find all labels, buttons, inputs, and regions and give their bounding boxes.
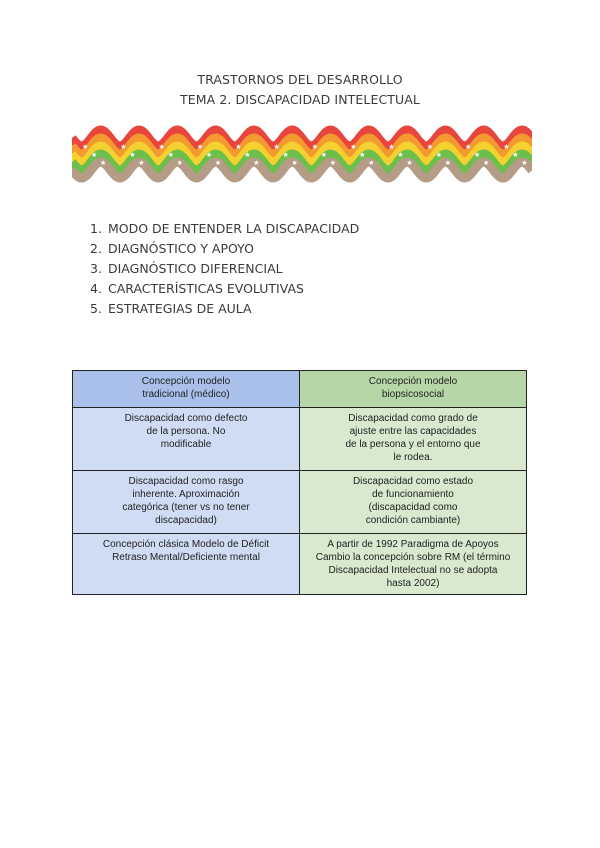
table-cell-biopsychosocial: Discapacidad como grado de ajuste entre las capacidades de la persona y el entorno que le rodea. (300, 408, 527, 471)
document-title: TRASTORNOS DEL DESARROLLO (197, 72, 403, 87)
star-icon: ★ (214, 159, 222, 168)
star-icon: ★ (311, 143, 319, 151)
star-icon: ★ (512, 151, 519, 160)
star-icon: ★ (426, 143, 433, 151)
star-icon: ★ (329, 159, 337, 168)
table-cell-traditional: Discapacidad como rasgo inherente. Aproximación categórica (tener vs no tener discapacidad) (73, 471, 300, 534)
star-icon: ★ (503, 143, 510, 151)
list-item-number: 2. (90, 241, 102, 256)
star-icon: ★ (282, 151, 289, 160)
star-icon: ★ (435, 151, 442, 160)
star-icon: ★ (474, 151, 481, 160)
star-icon: ★ (91, 151, 98, 160)
list-item (90, 239, 359, 259)
list-item-number: 4. (90, 281, 102, 296)
list-item-label: DIAGNÓSTICO DIFERENCIAL (108, 261, 283, 276)
list-item (90, 259, 359, 279)
table-cell-traditional: Concepción clásica Modelo de Déficit Retraso Mental/Deficiente mental (73, 534, 300, 595)
star-icon: ★ (359, 151, 366, 160)
table-cell-traditional: Discapacidad como defecto de la persona. No modificable (73, 408, 300, 471)
star-icon: ★ (253, 159, 260, 168)
list-item (90, 219, 359, 239)
list-item-number: 5. (90, 301, 102, 316)
star-icon: ★ (205, 151, 213, 160)
star-icon: ★ (273, 143, 280, 151)
star-icon: ★ (244, 151, 251, 160)
star-icon: ★ (235, 143, 242, 151)
list-item-number: 1. (90, 221, 102, 236)
star-icon: ★ (138, 159, 145, 168)
star-icon: ★ (82, 143, 89, 151)
star-icon: ★ (320, 151, 328, 160)
table-cell-biopsychosocial: Discapacidad como estado de funcionamiento (discapacidad como condición cambiante) (300, 471, 527, 534)
list-item-label: MODO DE ENTENDER LA DISCAPACIDAD (108, 221, 360, 236)
document-subtitle: TEMA 2. DISCAPACIDAD INTELECTUAL (180, 92, 420, 107)
list-item-label: CARACTERÍSTICAS EVOLUTIVAS (108, 281, 304, 296)
star-icon: ★ (368, 159, 375, 168)
table-row (73, 471, 527, 534)
list-item-number: 3. (90, 261, 102, 276)
star-icon: ★ (120, 143, 127, 151)
table-row (73, 408, 527, 471)
star-icon: ★ (521, 159, 528, 168)
topic-list (90, 219, 359, 319)
star-icon: ★ (158, 143, 165, 151)
list-item-label: ESTRATEGIAS DE AULA (108, 301, 252, 316)
header-traditional-model: Concepción modelo tradicional (médico) (73, 371, 300, 408)
star-icon: ★ (406, 159, 413, 168)
header-biopsychosocial-model: Concepción modelo biopsicosocial (300, 371, 527, 408)
star-icon: ★ (483, 159, 490, 168)
star-icon: ★ (388, 143, 395, 151)
table-row (73, 534, 527, 595)
table-header-row (73, 371, 527, 408)
star-icon: ★ (129, 151, 136, 160)
star-icon: ★ (196, 143, 204, 151)
list-item (90, 279, 359, 299)
star-icon: ★ (167, 151, 174, 160)
rainbow-wave-banner-icon (72, 122, 532, 188)
list-item (90, 299, 359, 319)
comparison-table (72, 370, 527, 595)
star-icon: ★ (291, 159, 298, 168)
star-icon: ★ (100, 159, 107, 168)
document-header (0, 70, 600, 110)
star-icon: ★ (465, 143, 472, 151)
star-icon: ★ (176, 159, 183, 168)
list-item-label: DIAGNÓSTICO Y APOYO (108, 241, 254, 256)
star-icon: ★ (397, 151, 404, 160)
star-icon: ★ (350, 143, 357, 151)
table-cell-biopsychosocial: A partir de 1992 Paradigma de Apoyos Cambio la concepción sobre RM (el término Discapacidad Intelectual no se adopta hasta 2002) (300, 534, 527, 595)
star-icon: ★ (444, 159, 451, 168)
